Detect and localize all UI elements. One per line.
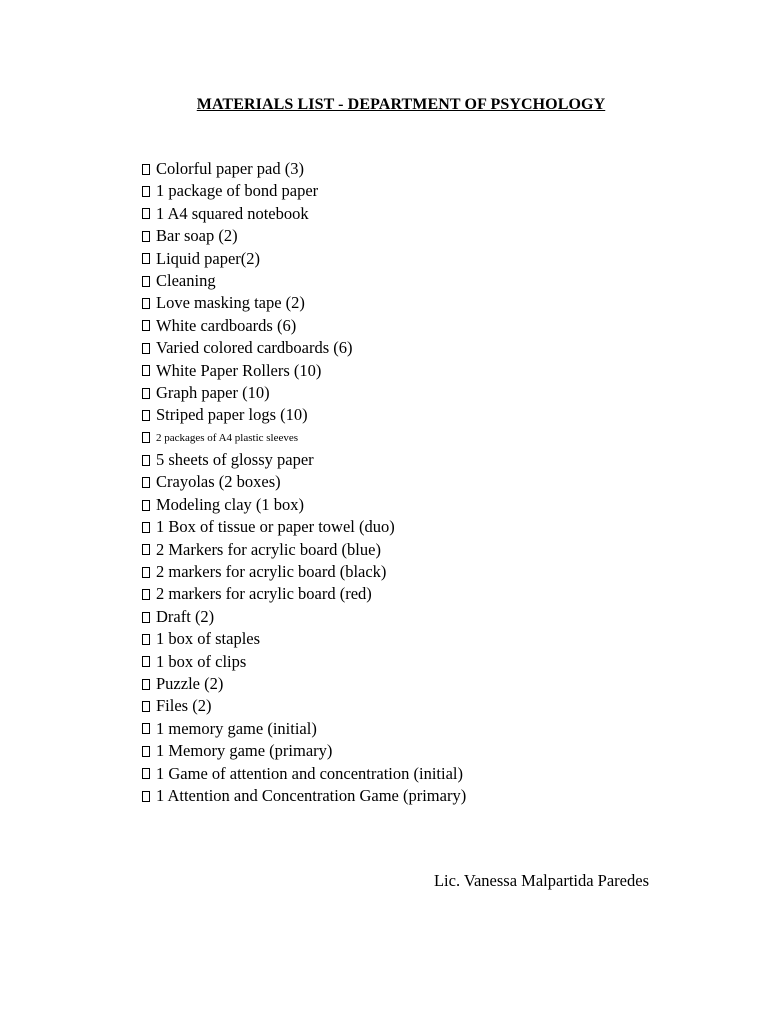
checkbox-icon (142, 656, 150, 667)
list-item-label: 2 markers for acrylic board (red) (156, 584, 372, 604)
list-item-label: Varied colored cardboards (6) (156, 338, 353, 358)
checkbox-icon (142, 567, 150, 578)
checkbox-icon (142, 522, 150, 533)
list-item-label: Cleaning (156, 270, 216, 290)
signature: Lic. Vanessa Malpartida Paredes (433, 871, 649, 890)
checkbox-icon (142, 723, 150, 734)
checkbox-icon (142, 276, 150, 287)
list-item (142, 449, 466, 471)
list-item-label: 5 sheets of glossy paper (156, 450, 314, 470)
list-item (142, 248, 466, 270)
list-item (142, 337, 466, 359)
list-item-label: 1 memory game (initial) (156, 718, 317, 738)
list-item-label: 1 package of bond paper (156, 181, 319, 201)
list-item (142, 180, 466, 202)
list-item-label: 1 Box of tissue or paper towel (duo) (156, 517, 395, 537)
document-title: MATERIALS LIST - DEPARTMENT OF PSYCHOLOGY (196, 96, 606, 113)
list-item (142, 651, 466, 673)
checkbox-icon (142, 477, 150, 488)
list-item-label: White Paper Rollers (10) (156, 360, 322, 380)
list-item-label: 2 Markers for acrylic board (blue) (156, 539, 381, 559)
list-item (142, 494, 466, 516)
list-item-label: 2 packages of A4 plastic sleeves (156, 431, 299, 444)
list-item-label: 1 Game of attention and concentration (initial) (156, 763, 463, 783)
list-item (142, 785, 466, 807)
list-item (142, 360, 466, 382)
list-item (142, 471, 466, 493)
checkbox-icon (142, 343, 150, 354)
list-item (142, 516, 466, 538)
list-item-label: Bar soap (2) (156, 226, 238, 246)
checkbox-icon (142, 432, 150, 443)
list-item-label: 1 Memory game (primary) (156, 741, 333, 761)
list-item-label: Striped paper logs (10) (156, 405, 308, 425)
checkbox-icon (142, 544, 150, 555)
checkbox-icon (142, 701, 150, 712)
list-item-label: Colorful paper pad (3) (156, 159, 304, 178)
list-item (142, 561, 466, 583)
list-item (142, 695, 466, 717)
list-item-label: 1 box of clips (156, 651, 247, 671)
checkbox-icon (142, 253, 150, 264)
list-item-label: Modeling clay (1 box) (156, 494, 305, 514)
checkbox-icon (142, 208, 150, 219)
list-item (142, 382, 466, 404)
list-item (142, 606, 466, 628)
list-item (142, 225, 466, 247)
materials-list (142, 158, 466, 807)
list-item-label: Crayolas (2 boxes) (156, 472, 281, 492)
checkbox-icon (142, 455, 150, 466)
checkbox-icon (142, 388, 150, 399)
checkbox-icon (142, 589, 150, 600)
list-item-label: 1 box of staples (156, 629, 261, 649)
list-item (142, 270, 466, 292)
checkbox-icon (142, 320, 150, 331)
list-item (142, 763, 466, 785)
checkbox-icon (142, 164, 150, 175)
list-item (142, 673, 466, 695)
list-item-label: Draft (2) (156, 606, 215, 626)
list-item-label: Liquid paper(2) (156, 248, 261, 268)
list-item-label: 2 markers for acrylic board (black) (156, 562, 387, 582)
list-item-label: 1 A4 squared notebook (156, 203, 309, 223)
checkbox-icon (142, 410, 150, 421)
list-item (142, 315, 466, 337)
checkbox-icon (142, 500, 150, 511)
list-item (142, 539, 466, 561)
list-item (142, 404, 466, 426)
list-item (142, 628, 466, 650)
list-item (142, 718, 466, 740)
list-item (142, 158, 466, 180)
list-item-label: White cardboards (6) (156, 315, 297, 335)
checkbox-icon (142, 612, 150, 623)
checkbox-icon (142, 298, 150, 309)
list-item-label: Love masking tape (2) (156, 293, 305, 313)
checkbox-icon (142, 634, 150, 645)
checkbox-icon (142, 768, 150, 779)
list-item (142, 427, 466, 449)
list-item (142, 203, 466, 225)
checkbox-icon (142, 365, 150, 376)
checkbox-icon (142, 791, 150, 802)
checkbox-icon (142, 231, 150, 242)
list-item (142, 583, 466, 605)
list-item-label: Graph paper (10) (156, 382, 270, 402)
list-item (142, 292, 466, 314)
list-item-label: Files (2) (156, 696, 212, 716)
checkbox-icon (142, 679, 150, 690)
list-item (142, 740, 466, 762)
checkbox-icon (142, 746, 150, 757)
checkbox-icon (142, 186, 150, 197)
list-item-label: 1 Attention and Concentration Game (primary) (156, 785, 467, 805)
list-item-label: Puzzle (2) (156, 673, 224, 693)
